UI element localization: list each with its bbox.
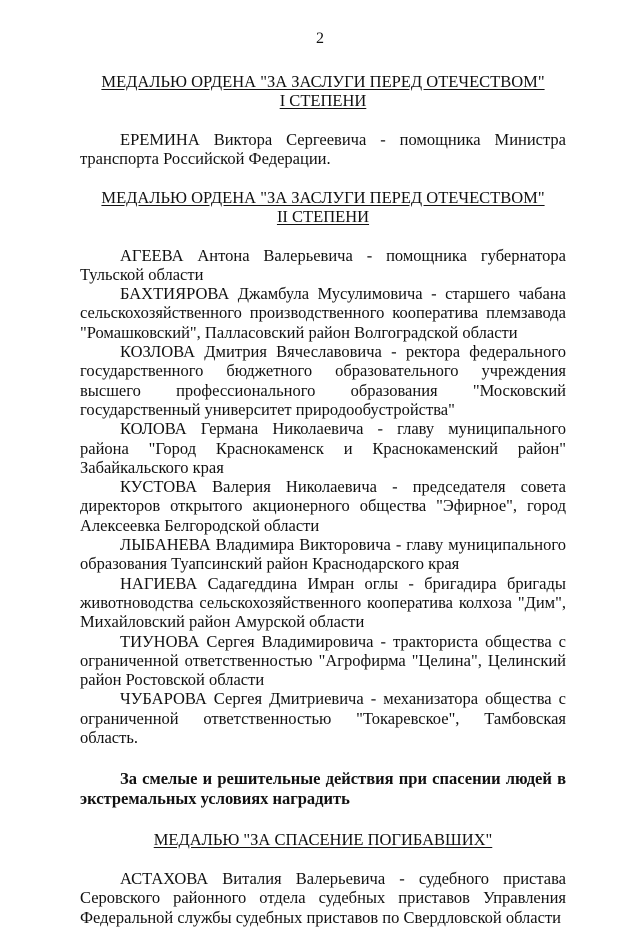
heading-line: МЕДАЛЬЮ ОРДЕНА "ЗА ЗАСЛУГИ ПЕРЕД ОТЕЧЕСТВОМ"	[101, 72, 545, 91]
award-entry: КОЗЛОВА Дмитрия Вячеславовича - ректора федерального государственного бюджетного образовательного учреждения высшего профессионального образования "Московский государственный университет природообустройства"	[80, 342, 566, 419]
heading-line: МЕДАЛЬЮ ОРДЕНА "ЗА ЗАСЛУГИ ПЕРЕД ОТЕЧЕСТВОМ"	[101, 187, 545, 207]
award-entry: КОЛОВА Германа Николаевича - главу муниципального района "Город Краснокаменск и Краснокаменский район" Забайкальского края	[80, 419, 566, 477]
award-entry: КУСТОВА Валерия Николаевича - председателя совета директоров открытого акционерного общества "Эфирное", город Алексеевка Белгородской области	[80, 477, 566, 535]
section-heading-medal-1st-degree	[80, 72, 566, 110]
heading-line: МЕДАЛЬЮ "ЗА СПАСЕНИЕ ПОГИБАВШИХ"	[153, 829, 493, 849]
award-entry: НАГИЕВА Садагеддина Имран оглы - бригадира бригады животноводства сельскохозяйственного кооператива колхоза "Дим", Михайловский район Амурской области	[80, 573, 566, 632]
award-entry: АСТАХОВА Виталия Валерьевича - судебного пристава Серовского районного отдела судебных приставов Управления Федеральной службы судебных приставов по Свердловской области	[80, 868, 566, 927]
heading-line: II СТЕПЕНИ	[276, 206, 370, 226]
award-entry: ЧУБАРОВА Сергея Дмитриевича - механизатора общества с ограниченной ответственностью "Токаревское", Тамбовская область.	[80, 689, 566, 748]
award-entry: АГЕЕВА Антона Валерьевича - помощника губернатора Тульской области	[80, 245, 566, 284]
document-body	[80, 72, 566, 927]
award-entry: ЕРЕМИНА Виктора Сергеевича - помощника Министра транспорта Российской Федерации.	[80, 130, 566, 169]
award-entry: БАХТИЯРОВА Джамбула Мусулимовича - старшего чабана сельскохозяйственного производственного кооператива племзавода "Ромашковский", Палласовский район Волгоградской области	[80, 284, 566, 342]
award-statement: За смелые и решительные действия при спасении людей в экстремальных условиях наградить	[80, 769, 566, 808]
award-entry: ЛЫБАНЕВА Владимира Викторовича - главу муниципального образования Туапсинский район Краснодарского края	[80, 535, 566, 574]
section-heading-medal-2nd-degree	[80, 188, 566, 226]
section-heading-medal-rescue	[80, 830, 566, 849]
page-number: 2	[316, 30, 324, 47]
heading-line: I СТЕПЕНИ	[279, 91, 367, 110]
award-entry: ТИУНОВА Сергея Владимировича - тракториста общества с ограниченной ответственностью "Агрофирма "Целина", Целинский район Ростовской области	[80, 631, 566, 690]
